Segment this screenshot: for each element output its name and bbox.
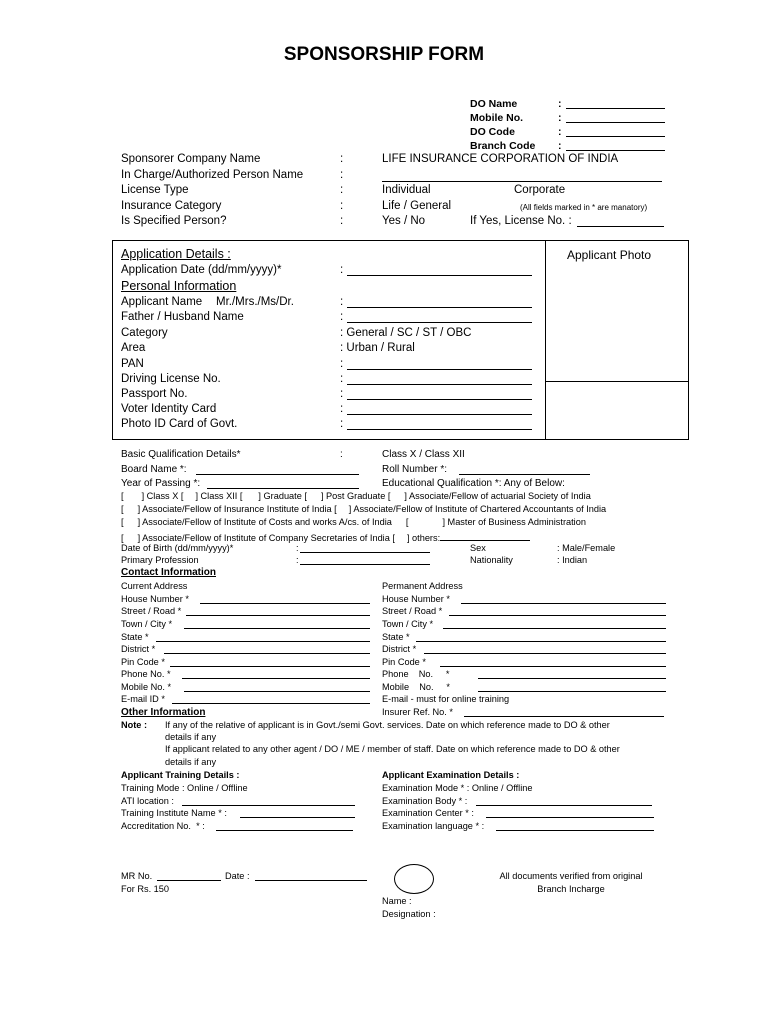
driving-license-colon: : [340, 373, 344, 385]
applicant-name-colon: : [340, 296, 344, 308]
others-option[interactable]: ] others: [406, 533, 441, 543]
permanent-town-field[interactable] [443, 628, 666, 629]
current-state-field[interactable] [156, 641, 370, 642]
photo-id-label: Photo ID Card of Govt. [121, 418, 238, 430]
license-type-colon: : [340, 184, 344, 196]
insurance-category-label: Insurance Category [121, 200, 222, 212]
driving-license-field[interactable] [347, 384, 532, 385]
current-street-field[interactable] [186, 615, 370, 616]
current-town-label: Town / City * [121, 619, 173, 629]
training-institute-field[interactable] [240, 817, 355, 818]
note-1-continued: details if any [165, 732, 217, 742]
mobile-no-label: Mobile No. [470, 112, 524, 124]
edu-row-1 [121, 491, 591, 501]
do-name-label: DO Name [470, 98, 518, 110]
father-name-field[interactable] [347, 322, 532, 323]
rs-label: For Rs. 150 [121, 884, 169, 894]
bracket-open-mba[interactable]: [ [405, 517, 409, 527]
permanent-street-label: Street / Road * [382, 606, 443, 616]
edu-row-2 [121, 504, 606, 514]
note-2: If applicant related to any other agent / DO / ME / member of staff. Date on which reference made to DO & other [165, 744, 620, 754]
driving-license-label: Driving License No. [121, 373, 221, 385]
current-phone-field[interactable] [182, 678, 370, 679]
signatory-designation-label: Designation : [382, 909, 436, 919]
mobile-no-field[interactable] [566, 122, 665, 123]
mobile-no-colon: : [558, 112, 562, 124]
exam-center-field[interactable] [486, 817, 654, 818]
note-2-continued: details if any [165, 757, 217, 767]
branch-incharge-label: Branch Incharge [537, 884, 605, 894]
exam-mode[interactable]: Examination Mode * : Online / Offline [382, 783, 533, 793]
email-note: E-mail - must for online training [382, 694, 510, 704]
permanent-pin-field[interactable] [440, 666, 666, 667]
insurance-institute-option[interactable]: ] Associate/Fellow of Insurance Institute of India [ [137, 504, 337, 514]
permanent-town-label: Town / City * [382, 619, 434, 629]
dob-field[interactable] [300, 552, 430, 553]
area-value[interactable]: : Urban / Rural [340, 342, 415, 354]
edu-row-3 [121, 517, 586, 527]
do-code-field[interactable] [566, 136, 665, 137]
application-date-colon: : [340, 264, 344, 276]
signatory-name-label: Name : [382, 896, 412, 906]
insurer-ref-field[interactable] [464, 716, 664, 717]
permanent-district-label: District * [382, 644, 417, 654]
bracket-open[interactable]: [ [121, 491, 124, 501]
graduate-option[interactable]: ] Graduate [ [258, 491, 307, 501]
mba-option[interactable]: ] Master of Business Administration [442, 517, 586, 527]
class-x-option[interactable]: ] Class X [ [141, 491, 184, 501]
ati-location-field[interactable] [182, 805, 355, 806]
exam-language-field[interactable] [496, 830, 654, 831]
license-individual-option[interactable]: Individual [382, 184, 431, 196]
permanent-pin-label: Pin Code * [382, 657, 426, 667]
board-name-field[interactable] [196, 474, 359, 475]
nationality-label: Nationality [470, 555, 513, 565]
photo-id-field[interactable] [347, 429, 532, 430]
current-street-label: Street / Road * [121, 606, 182, 616]
application-heading: Application Details : [121, 247, 231, 261]
permanent-house-number-label: House Number * [382, 594, 450, 604]
board-name-label: Board Name *: [121, 464, 187, 475]
costs-works-option[interactable]: ] Associate/Fellow of Institute of Costs and works A/cs. of India [137, 517, 392, 527]
documents-verified-note: All documents verified from original [499, 871, 643, 881]
license-corporate-option[interactable]: Corporate [514, 184, 566, 196]
photo-divider [545, 240, 546, 440]
father-name-colon: : [340, 311, 344, 323]
specified-value[interactable]: Yes / No [382, 215, 426, 227]
training-institute-label: Training Institute Name * : [121, 808, 227, 818]
license-no-label: If Yes, License No. : [470, 215, 572, 227]
sex-label: Sex [470, 543, 486, 553]
current-district-label: District * [121, 644, 156, 654]
applicant-photo-label: Applicant Photo [567, 248, 652, 262]
educational-qualification-label: Educational Qualification *: Any of Below: [382, 478, 565, 489]
company-colon: : [340, 153, 344, 165]
area-label: Area [121, 342, 146, 354]
current-district-field[interactable] [164, 653, 370, 654]
mr-no-label: MR No. [121, 871, 153, 881]
insurer-ref-label: Insurer Ref. No. * [382, 707, 453, 717]
current-address-heading: Current Address [121, 581, 188, 591]
current-state-label: State * [121, 632, 149, 642]
basic-qualification-value[interactable]: Class X / Class XII [382, 449, 465, 460]
current-pin-label: Pin Code * [121, 657, 165, 667]
date-field[interactable] [255, 880, 367, 881]
basic-qualification-colon: : [340, 449, 343, 460]
applicant-name-field[interactable] [347, 307, 532, 308]
company-secretaries-option[interactable]: ] Associate/Fellow of Institute of Company Secretaries of India [ [137, 533, 395, 543]
do-name-field[interactable] [566, 108, 665, 109]
others-field[interactable] [440, 530, 530, 541]
license-type-label: License Type [121, 184, 189, 196]
person-field[interactable] [382, 181, 662, 182]
contact-heading: Contact Information [121, 567, 216, 578]
edu-row-4 [121, 530, 530, 543]
roll-number-label: Roll Number *: [382, 464, 448, 475]
post-graduate-option[interactable]: ] Post Graduate [ [320, 491, 391, 501]
profession-label: Primary Profession [121, 555, 199, 565]
person-label: In Charge/Authorized Person Name [121, 169, 304, 181]
nationality-value: : Indian [557, 555, 588, 565]
exam-center-label: Examination Center * : [382, 808, 474, 818]
permanent-mobile-field[interactable] [478, 691, 666, 692]
current-phone-label: Phone No. * [121, 669, 171, 679]
do-code-colon: : [558, 126, 562, 138]
roll-number-field[interactable] [459, 474, 590, 475]
category-value[interactable]: : General / SC / ST / OBC [340, 327, 472, 339]
accreditation-label: Accreditation No. * : [121, 821, 205, 831]
applicant-name-prefix[interactable]: Mr./Mrs./Ms/Dr. [216, 296, 294, 308]
current-pin-field[interactable] [170, 666, 370, 667]
passport-field[interactable] [347, 399, 532, 400]
permanent-phone-label: Phone No. * [382, 669, 450, 679]
specified-colon: : [340, 215, 344, 227]
current-house-number-field[interactable] [200, 603, 370, 604]
dob-colon: : [296, 543, 299, 553]
year-passing-label: Year of Passing *: [121, 478, 201, 489]
permanent-house-number-field[interactable] [461, 603, 666, 604]
specified-label: Is Specified Person? [121, 215, 227, 227]
do-code-label: DO Code [470, 126, 515, 138]
actuarial-option[interactable]: ] Associate/Fellow of actuarial Society of India [404, 491, 591, 501]
other-info-heading: Other Information [121, 707, 206, 718]
chartered-accountants-option[interactable]: ] Associate/Fellow of Institute of Chartered Accountants of India [348, 504, 607, 514]
voter-id-colon: : [340, 403, 344, 415]
exam-language-label: Examination language * : [382, 821, 485, 831]
insurance-category-colon: : [340, 200, 344, 212]
current-mobile-label: Mobile No. * [121, 682, 172, 692]
mr-no-field[interactable] [157, 880, 221, 881]
permanent-state-field[interactable] [416, 641, 666, 642]
applicant-name-label: Applicant Name [121, 296, 203, 308]
license-no-field[interactable] [577, 226, 664, 227]
profession-colon: : [296, 555, 299, 565]
permanent-district-field[interactable] [424, 653, 666, 654]
branch-code-field[interactable] [566, 150, 665, 151]
permanent-address-heading: Permanent Address [382, 581, 463, 591]
current-house-number-label: House Number * [121, 594, 189, 604]
exam-body-label: Examination Body * : [382, 796, 468, 806]
year-passing-field[interactable] [207, 488, 359, 489]
company-label: Sponsorer Company Name [121, 153, 261, 165]
permanent-phone-field[interactable] [478, 678, 666, 679]
note-1: If any of the relative of applicant is in Govt./semi Govt. services. Date on which reference made to DO & other [165, 720, 610, 730]
accreditation-field[interactable] [216, 830, 353, 831]
current-mobile-field[interactable] [184, 691, 370, 692]
exam-body-field[interactable] [476, 805, 652, 806]
father-name-label: Father / Husband Name [121, 311, 244, 323]
applicant-photo-slot[interactable] [550, 266, 684, 376]
pan-field[interactable] [347, 369, 532, 370]
voter-id-label: Voter Identity Card [121, 403, 217, 415]
photo-bottom-line [545, 381, 689, 382]
photo-id-colon: : [340, 418, 344, 430]
branch-code-colon: : [558, 140, 562, 152]
profession-field[interactable] [300, 564, 430, 565]
do-name-colon: : [558, 98, 562, 110]
category-label: Category [121, 327, 168, 339]
training-heading: Applicant Training Details : [121, 770, 240, 780]
insurance-category-value[interactable]: Life / General [382, 200, 452, 212]
application-date-label: Application Date (dd/mm/yyyy)* [121, 264, 282, 276]
permanent-street-field[interactable] [449, 615, 666, 616]
basic-qualification-label: Basic Qualification Details* [121, 449, 241, 460]
current-town-field[interactable] [184, 628, 370, 629]
application-date-field[interactable] [347, 275, 532, 276]
company-value: LIFE INSURANCE CORPORATION OF INDIA [382, 153, 619, 165]
passport-colon: : [340, 388, 344, 400]
pan-colon: : [340, 358, 344, 370]
branch-code-label: Branch Code [470, 140, 536, 152]
form-title: SPONSORSHIP FORM [283, 44, 485, 65]
personal-heading: Personal Information [121, 279, 237, 293]
bracket-open[interactable]: [ [121, 533, 124, 543]
training-mode[interactable]: Training Mode : Online / Offline [121, 783, 248, 793]
current-email-field[interactable] [172, 703, 370, 704]
permanent-mobile-label: Mobile No. * [382, 682, 450, 692]
note-label: Note : [121, 720, 148, 730]
dob-label: Date of Birth (dd/mm/yyyy)* [121, 543, 234, 553]
pan-label: PAN [121, 358, 144, 370]
date-label: Date : [225, 871, 250, 881]
bracket-open[interactable]: [ [121, 504, 124, 514]
class-xii-option[interactable]: ] Class XII [ [195, 491, 243, 501]
person-colon: : [340, 169, 344, 181]
bracket-open[interactable]: [ [121, 517, 124, 527]
ati-location-label: ATI location : [121, 796, 174, 806]
sex-value[interactable]: : Male/Female [557, 543, 616, 553]
permanent-state-label: State * [382, 632, 410, 642]
seal-circle[interactable] [394, 864, 434, 894]
exam-heading: Applicant Examination Details : [382, 770, 520, 780]
current-email-label: E-mail ID * [121, 694, 165, 704]
mandatory-note: (All fields marked in * are manatory) [520, 203, 648, 212]
passport-label: Passport No. [121, 388, 188, 400]
voter-id-field[interactable] [347, 414, 532, 415]
